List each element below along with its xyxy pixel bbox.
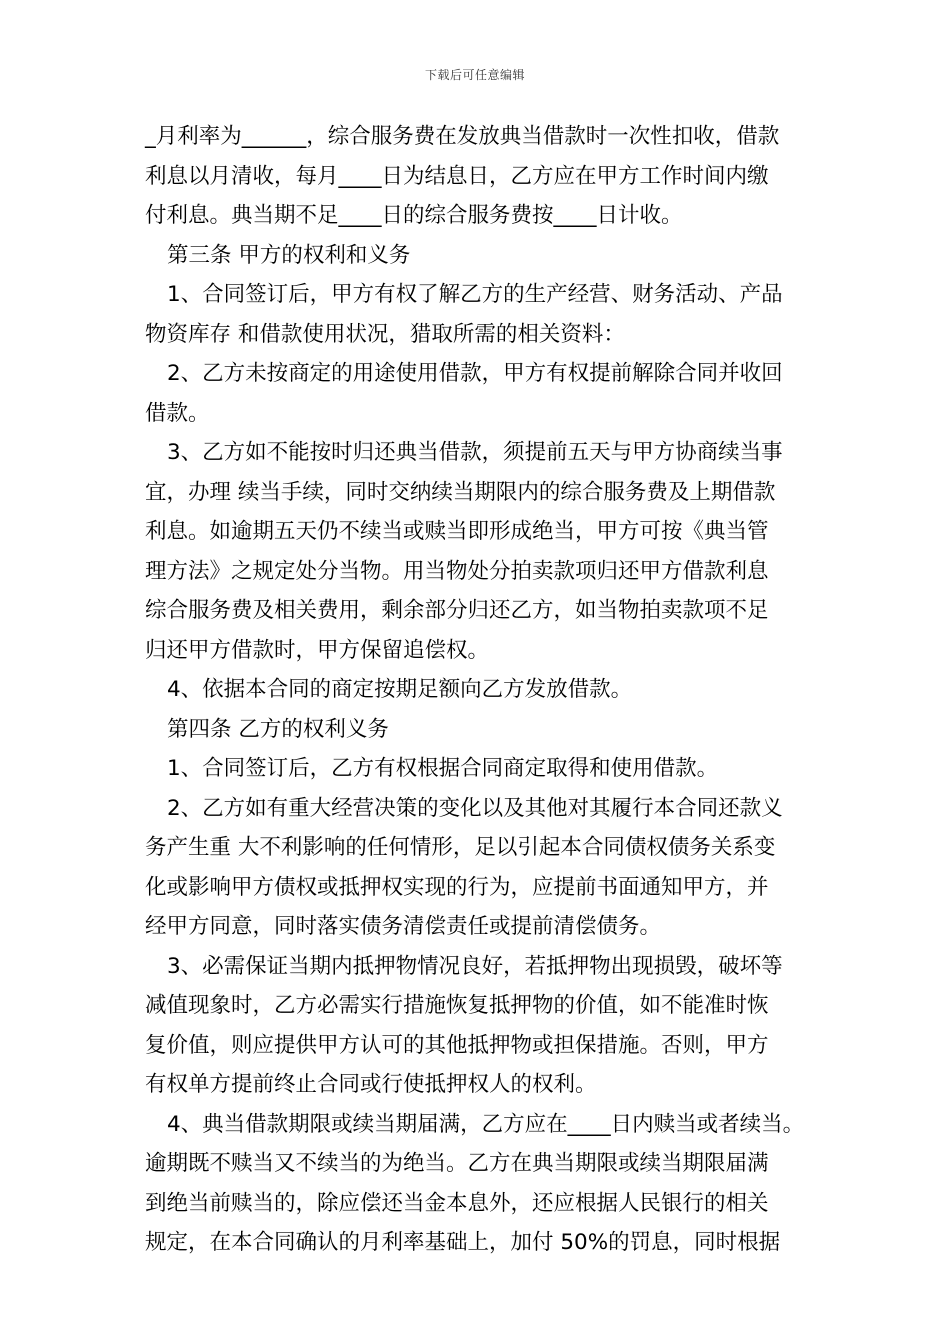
contract-body xyxy=(145,117,815,1263)
page-header: 下载后可任意编辑 xyxy=(424,68,525,82)
text-line: 3、必需保证当期内抵押物情况良好，若抵押物出现损毁，破坏等 xyxy=(167,953,783,979)
text-line: _月利率为______，综合服务费在发放典当借款时一次性扣收，借款 xyxy=(145,124,780,149)
text-line: 1、合同签订后，乙方有权根据合同商定取得和使用借款。 xyxy=(167,756,719,781)
text-line: 3、乙方如不能按时归还典当借款，须提前五天与甲方协商续当事 xyxy=(167,440,783,465)
text-line: 第四条 乙方的权利义务 xyxy=(167,716,389,742)
text-line: 宜，办理 续当手续，同时交纳续当期限内的综合服务费及上期借款 xyxy=(145,479,776,505)
text-line: 利息。如逾期五天仍不续当或赎当即形成绝当，甲方可按《典当管 xyxy=(145,519,769,544)
text-line: 4、依据本合同的商定按期足额向乙方发放借款。 xyxy=(167,677,633,702)
text-line: 综合服务费及相关费用，剩余部分归还乙方，如当物拍卖款项不足 xyxy=(145,598,769,623)
text-line: 逾期既不赎当又不续当的为绝当。乙方在典当期限或续当期限届满 xyxy=(145,1151,769,1176)
text-line: 第三条 甲方的权利和义务 xyxy=(167,242,411,268)
text-line: 归还甲方借款时，甲方保留追偿权。 xyxy=(145,637,490,663)
text-line: 2、乙方未按商定的用途使用借款，甲方有权提前解除合同并收回 xyxy=(167,361,783,386)
text-line: 化或影响甲方债权或抵押权实现的行为，应提前书面通知甲方，并 xyxy=(145,874,769,900)
text-line: 规定，在本合同确认的月利率基础上，加付 50%的罚息，同时根据 xyxy=(145,1230,781,1255)
text-line: 有权单方提前终止合同或行使抵押权人的权利。 xyxy=(145,1072,597,1097)
text-line: 复价值，则应提供甲方认可的其他抵押物或担保措施。否则，甲方 xyxy=(145,1032,769,1058)
text-line: 2、乙方如有重大经营决策的变化以及其他对其履行本合同还款义 xyxy=(167,795,783,821)
text-line: 1、合同签订后，甲方有权了解乙方的生产经营、财务活动、产品 xyxy=(167,282,783,307)
text-line: 务产生重 大不利影响的任何情形，足以引起本合同债权债务关系变 xyxy=(145,835,776,860)
text-line: 利息以月清收，每月____日为结息日，乙方应在甲方工作时间内缴 xyxy=(145,163,769,189)
text-line: 4、典当借款期限或续当期届满，乙方应在____日内赎当或者续当。 xyxy=(167,1111,805,1137)
text-line: 经甲方同意，同时落实债务清偿责任或提前清偿债务。 xyxy=(145,914,662,939)
text-line: 借款。 xyxy=(145,400,210,426)
text-line: 到绝当前赎当的，除应偿还当金本息外，还应根据人民银行的相关 xyxy=(145,1190,769,1216)
text-line: 物资库存 和借款使用状况，猎取所需的相关资料： xyxy=(145,321,625,347)
text-line: 减值现象时，乙方必需实行措施恢复抵押物的价值，如不能准时恢 xyxy=(145,993,769,1018)
text-line: 理方法》之规定处分当物。用当物处分拍卖款项归还甲方借款利息 xyxy=(145,558,769,584)
text-line: 付利息。典当期不足____日的综合服务费按____日计收。 xyxy=(145,203,683,228)
